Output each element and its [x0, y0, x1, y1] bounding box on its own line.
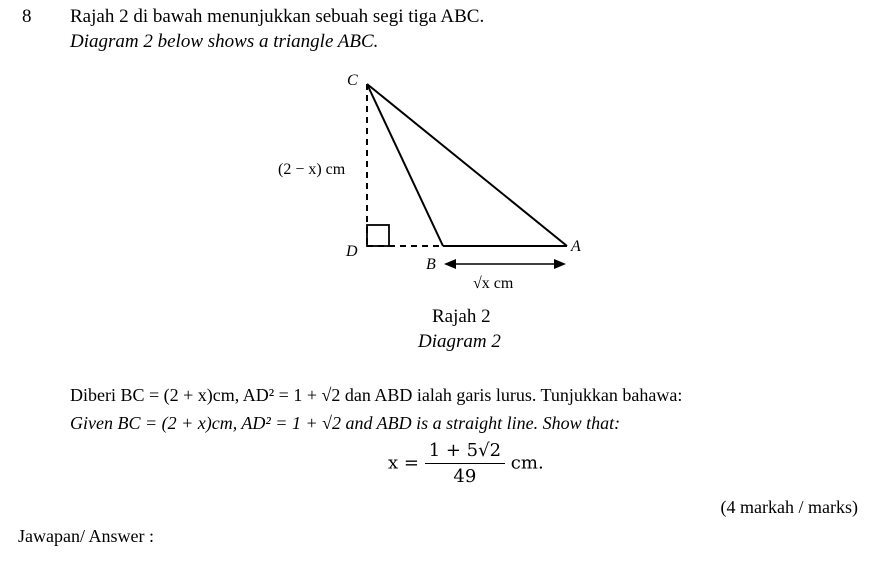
formula-fraction	[425, 440, 505, 487]
answer-label: Jawapan/ Answer :	[18, 526, 154, 546]
formula-denominator: 49	[453, 466, 477, 487]
vertex-label-d: D	[346, 243, 358, 260]
formula-lhs: x =	[388, 452, 419, 474]
vertex-label-a: A	[571, 238, 581, 255]
caption-english: Diagram 2	[418, 331, 501, 352]
caption-malay: Rajah 2	[432, 306, 491, 327]
given-malay: Diberi BC = (2 + x)cm, AD² = 1 + √2 dan ABD ialah garis lurus. Tunjukkan bahawa:	[70, 385, 683, 405]
arrow-head-right-icon	[554, 259, 566, 269]
formula	[388, 440, 544, 487]
question-number: 8	[22, 6, 32, 27]
intro-malay: Rajah 2 di bawah menunjukkan sebuah segi tiga ABC.	[70, 6, 485, 27]
vertex-label-c: C	[347, 72, 358, 89]
segment-ca	[367, 84, 567, 246]
segment-cb	[367, 84, 443, 246]
right-angle-marker	[367, 225, 389, 246]
given-english: Given BC = (2 + x)cm, AD² = 1 + √2 and ABD is a straight line. Show that:	[70, 413, 621, 433]
marks-label: (4 markah / marks)	[720, 497, 858, 517]
intro-english: Diagram 2 below shows a triangle ABC.	[70, 31, 379, 52]
vertex-label-b: B	[426, 256, 436, 273]
side-label-ba: √x cm	[473, 275, 514, 292]
formula-numerator: 1 + 5√2	[425, 440, 505, 464]
arrow-head-left-icon	[444, 259, 456, 269]
formula-unit: cm.	[510, 452, 544, 474]
side-label-cd: (2 − x) cm	[278, 161, 346, 178]
